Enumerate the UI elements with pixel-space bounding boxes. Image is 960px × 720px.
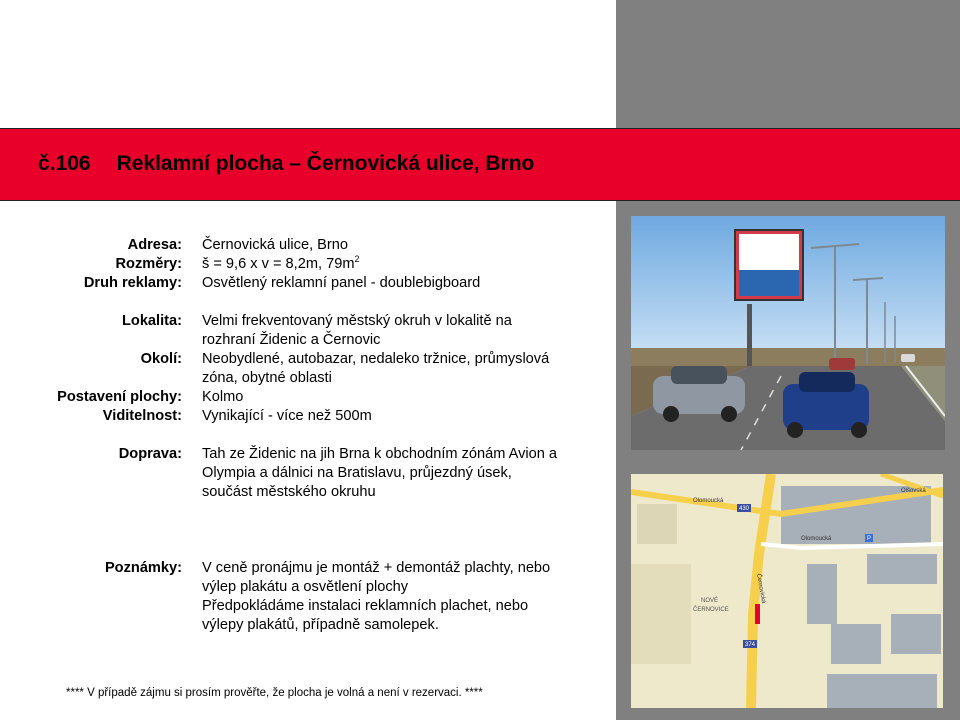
surroundings-label: Okolí: — [140, 351, 182, 367]
map-parking-icon: P — [867, 536, 872, 542]
traffic-line-2: Olympia a dálnici na Bratislavu, průjezdný úsek, — [202, 465, 512, 481]
address-label: Adresa: — [127, 237, 182, 253]
notes-line-2: výlep plakátu a osvětlení plochy — [202, 579, 409, 595]
page-title — [38, 152, 534, 176]
billboard-title: Reklamní plocha – Černovická ulice, Brno — [116, 152, 535, 175]
visibility-value: Vynikající - více než 500m — [202, 408, 372, 424]
map-label-olsovska: Olšovská — [901, 488, 926, 494]
surroundings-line-2: zóna, obytné oblasti — [202, 370, 332, 386]
locality-line-2: rozhraní Židenic a Černovic — [202, 332, 381, 348]
notes-label: Poznámky: — [104, 560, 182, 576]
type-label: Druh reklamy: — [83, 275, 182, 291]
map-label-olomoucka-top: Olomoucká — [693, 498, 724, 504]
billboard-photo — [631, 216, 945, 450]
map-label-cernovicka: Černovická — [755, 573, 767, 604]
map-road-number-374: 374 — [745, 642, 756, 648]
locality-line-1: Velmi frekventovaný městský okruh v lokalitě na — [202, 313, 512, 329]
type-value: Osvětlený reklamní panel - doublebigboard — [202, 275, 481, 291]
location-map — [631, 474, 943, 708]
surroundings-line-1: Neobydlené, autobazar, nedaleko tržnice, průmyslová — [202, 351, 550, 367]
billboard-number: č.106 — [38, 152, 91, 175]
traffic-line-3: součást městského okruhu — [202, 484, 376, 500]
locality-label: Lokalita: — [121, 313, 182, 329]
placement-value: Kolmo — [202, 389, 244, 405]
map-district-1: NOVÉ — [701, 598, 719, 604]
traffic-label: Doprava: — [118, 446, 182, 462]
map-label-olomoucka-mid: Olomoucká — [801, 536, 832, 542]
dimensions-label: Rozměry: — [115, 256, 182, 272]
address-value: Černovická ulice, Brno — [202, 237, 349, 253]
map-road-number-430: 430 — [739, 506, 750, 512]
notes-line-1: V ceně pronájmu je montáž + demontáž plachty, nebo — [202, 560, 551, 576]
traffic-line-1: Tah ze Židenic na jih Brna k obchodním zónám Avion a — [202, 446, 558, 462]
dimensions-value: š = 9,6 x v = 8,2m, $79m^2$ — [202, 254, 360, 272]
notes-line-4: výlepy plakátů, případně samolepek. — [202, 617, 439, 633]
visibility-label: Viditelnost: — [102, 408, 182, 424]
notes-line-3: Předpokládáme instalaci reklamních plachet, nebo — [202, 598, 529, 614]
details-list — [0, 236, 612, 635]
footnote: **** V případě zájmu si prosím prověřte, že plocha je volná a není v rezervaci. **** — [66, 687, 483, 699]
placement-label: Postavení plochy: — [57, 389, 182, 405]
map-district-2: ČERNOVICE — [693, 607, 729, 613]
